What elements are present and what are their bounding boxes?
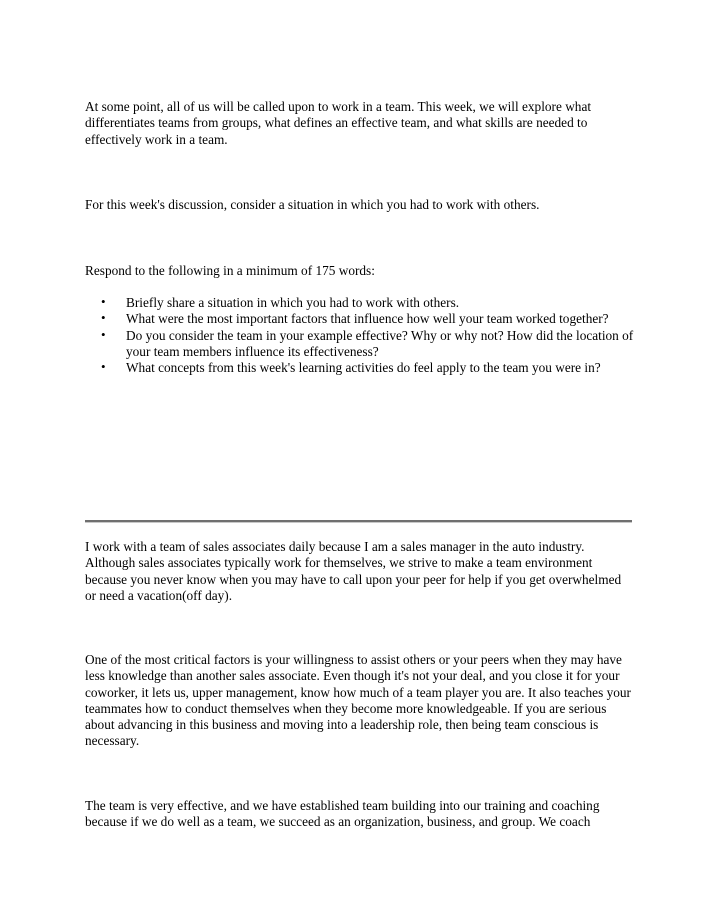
intro-paragraph: At some point, all of us will be called upon to work in a team. This week, we will explore what differentiates teams from groups, what defines an effective team, and what skills are needed to effectively work in a team. <box>85 99 592 147</box>
list-item-text: Briefly share a situation in which you had to work with others. <box>126 295 460 310</box>
response-paragraph-3: The team is very effective, and we have established team building into our training and coaching because if we do well as a team, we succeed as an organization, business, and group. We coach <box>85 798 600 830</box>
list-item <box>85 311 645 327</box>
horizontal-divider <box>85 520 632 523</box>
discussion-paragraph: For this week's discussion, consider a situation in which you had to work with others. <box>85 197 540 212</box>
question-list <box>85 295 645 376</box>
response-paragraph-1: I work with a team of sales associates daily because I am a sales manager in the auto industry. Although sales associates typically work for themselves, we strive to make a team environment because you never know when you may have to call upon your peer for help if you get overwhelmed or need a vacation(off day). <box>85 539 622 603</box>
bullet-icon: • <box>101 359 106 375</box>
list-item <box>85 295 645 311</box>
list-item-text: What were the most important factors that influence how well your team worked together? <box>126 311 609 327</box>
list-item <box>85 360 645 376</box>
bullet-icon: • <box>101 310 106 326</box>
list-item-text: What concepts from this week's learning activities do feel apply to the team you were in? <box>126 360 601 376</box>
bullet-icon: • <box>101 294 106 309</box>
list-item-text: Do you consider the team in your example effective? Why or why not? How did the location of your team members influence its effectiveness? <box>126 327 634 359</box>
bullet-icon: • <box>101 326 106 342</box>
response-paragraph-2: One of the most critical factors is your willingness to assist others or your peers when they may have less knowledge than another sales associate. Even though it's not your deal, and you close it for your coworker, it lets us, upper management, know how much of a team player you are. It also teaches your teammates how to conduct themselves when they become more knowledgeable. If you are serious about advancing in this business and moving into a leadership role, then being team conscious is necessary. <box>85 652 631 749</box>
instruction-paragraph: Respond to the following in a minimum of 175 words: <box>85 263 375 278</box>
list-item <box>85 328 645 361</box>
